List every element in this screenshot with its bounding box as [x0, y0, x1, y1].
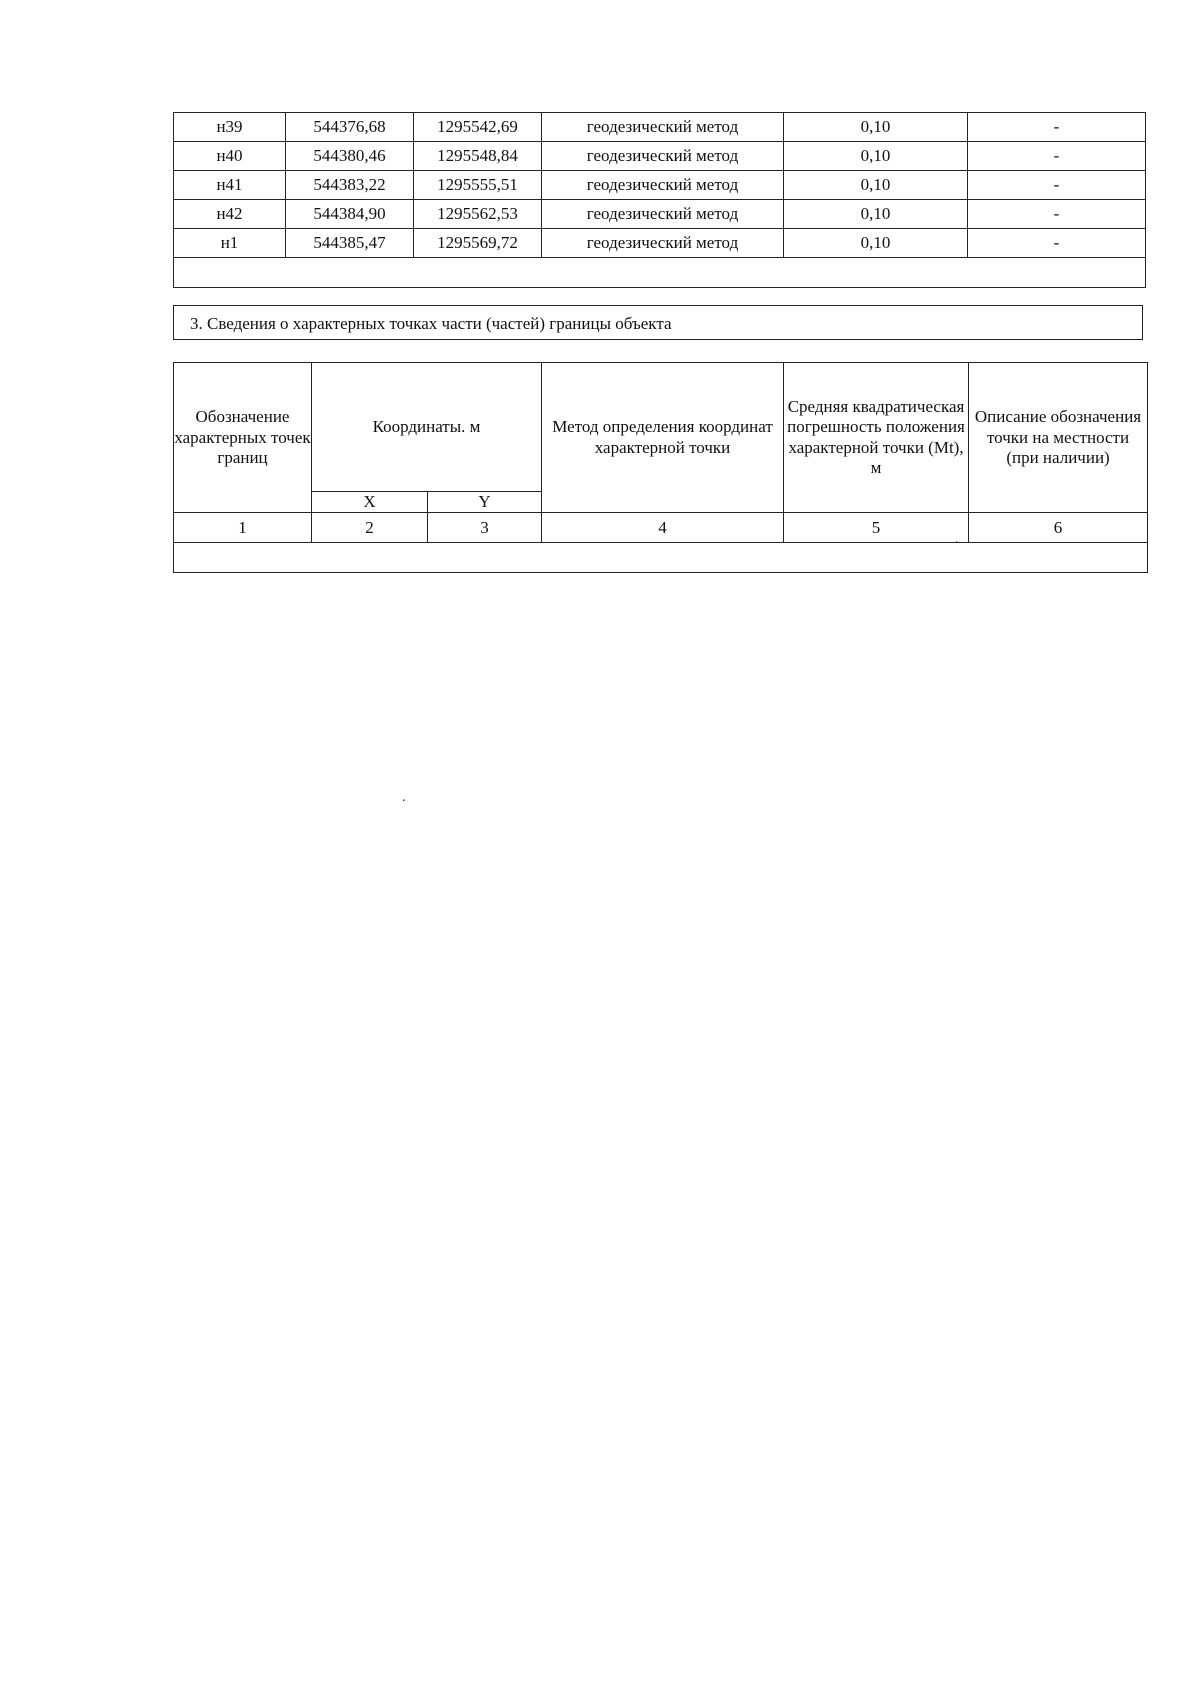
- column-number: 1: [174, 513, 312, 543]
- table-row: [174, 113, 1146, 142]
- mt-cell: 0,10: [784, 171, 968, 200]
- column-number: 2: [312, 513, 428, 543]
- table-header-row: [174, 363, 1148, 492]
- method-cell: геодезический метод: [542, 142, 784, 171]
- header-designation: Обозначение характерных точек границ: [174, 363, 312, 513]
- empty-table-row: [174, 258, 1146, 288]
- x-coordinate-cell: 544384,90: [286, 200, 414, 229]
- empty-table-row: [174, 543, 1148, 573]
- empty-cell: [174, 543, 1148, 573]
- x-coordinate-cell: 544376,68: [286, 113, 414, 142]
- column-number: 4: [542, 513, 784, 543]
- description-cell: -: [968, 113, 1146, 142]
- x-coordinate-cell: 544380,46: [286, 142, 414, 171]
- table-row: [174, 200, 1146, 229]
- y-coordinate-cell: 1295555,51: [414, 171, 542, 200]
- y-coordinate-cell: 1295569,72: [414, 229, 542, 258]
- header-coordinates: Координаты. м: [312, 363, 542, 492]
- point-id-cell: н1: [174, 229, 286, 258]
- x-coordinate-cell: 544385,47: [286, 229, 414, 258]
- table-row: [174, 171, 1146, 200]
- point-id-cell: н39: [174, 113, 286, 142]
- y-coordinate-cell: 1295548,84: [414, 142, 542, 171]
- point-id-cell: н41: [174, 171, 286, 200]
- point-id-cell: н40: [174, 142, 286, 171]
- section-3-title: 3. Сведения о характерных точках части (частей) границы объекта: [173, 305, 1143, 340]
- mt-cell: 0,10: [784, 229, 968, 258]
- description-cell: -: [968, 200, 1146, 229]
- method-cell: геодезический метод: [542, 200, 784, 229]
- empty-cell: [174, 258, 1146, 288]
- table-row: [174, 142, 1146, 171]
- header-method: Метод определения координат характерной точки: [542, 363, 784, 513]
- mt-cell: 0,10: [784, 142, 968, 171]
- boundary-points-table: [173, 112, 1146, 288]
- method-cell: геодезический метод: [542, 229, 784, 258]
- point-id-cell: н42: [174, 200, 286, 229]
- mt-cell: 0,10: [784, 200, 968, 229]
- description-cell: -: [968, 171, 1146, 200]
- x-coordinate-cell: 544383,22: [286, 171, 414, 200]
- stray-dot: .: [955, 532, 959, 547]
- mt-cell: 0,10: [784, 113, 968, 142]
- y-coordinate-cell: 1295562,53: [414, 200, 542, 229]
- table-row: [174, 229, 1146, 258]
- description-cell: -: [968, 142, 1146, 171]
- part-boundary-points-table: [173, 362, 1148, 573]
- description-cell: -: [968, 229, 1146, 258]
- column-number: 3: [428, 513, 542, 543]
- y-coordinate-cell: 1295542,69: [414, 113, 542, 142]
- stray-dot: .: [402, 790, 406, 805]
- header-x: X: [312, 492, 428, 513]
- header-mt: Средняя квадратическая погрешность положения характерной точки (Mt), м: [784, 363, 969, 513]
- column-numbers-row: [174, 513, 1148, 543]
- method-cell: геодезический метод: [542, 113, 784, 142]
- method-cell: геодезический метод: [542, 171, 784, 200]
- column-number: 5: [784, 513, 969, 543]
- header-description: Описание обозначения точки на местности (при наличии): [969, 363, 1148, 513]
- header-y: Y: [428, 492, 542, 513]
- column-number: 6: [969, 513, 1148, 543]
